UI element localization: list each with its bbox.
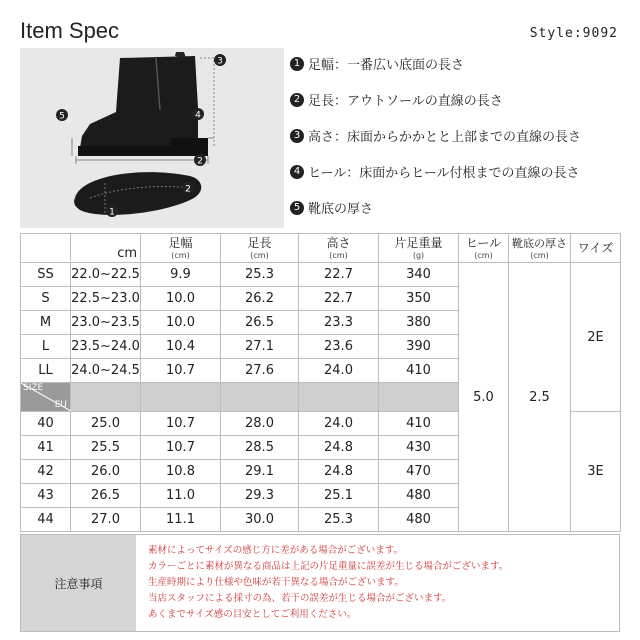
legend-text: 高さ：床面からかかとと上部までの直線の長さ [308, 130, 582, 145]
wise-eu-value: 3E [571, 412, 621, 532]
table-row: 44 27.0 11.1 30.0 25.3 480 [21, 508, 621, 532]
col-header-width: 足幅 (cm) [141, 234, 221, 263]
eu-label: EU [54, 400, 67, 410]
legend-item-width [290, 54, 464, 73]
marker-3 [214, 54, 226, 67]
svg-text:2: 2 [197, 156, 203, 167]
eu-corner-cell [21, 383, 71, 412]
boot-drawing [20, 48, 284, 228]
table-row: 41 25.5 10.7 28.5 24.8 430 [21, 436, 621, 460]
legend-number: 1 [290, 57, 304, 71]
table-row: M 23.0~23.5 10.0 26.5 23.3 380 [21, 311, 621, 335]
legend-text: 足長：アウトソールの直線の長さ [308, 94, 503, 109]
col-header-sole: 靴底の厚さ (cm) [509, 234, 571, 263]
legend-text: 靴底の厚さ [308, 202, 374, 217]
table-row: LL 24.0~24.5 10.7 27.6 24.0 410 [21, 359, 621, 383]
note-line: 当店スタッフによる採寸の為、若干の誤差が生じる場合がございます。 [148, 593, 452, 604]
col-header-wise: ワイズ [571, 234, 621, 263]
col-header-weight: 片足重量 (g) [379, 234, 459, 263]
table-row: SS 22.0~22.5 9.9 25.3 22.7 340 5.0 2.5 2E [21, 263, 621, 287]
notes-box [20, 534, 620, 632]
marker-5 [56, 109, 68, 122]
size-table [20, 233, 621, 532]
marker-1 [106, 205, 118, 218]
legend-number: 5 [290, 201, 304, 215]
table-row: 43 26.5 11.0 29.3 25.1 480 [21, 484, 621, 508]
col-header-height: 高さ (cm) [299, 234, 379, 263]
legend-item-length [290, 90, 503, 109]
legend-item-height [290, 126, 581, 145]
note-line: カラーごとに素材が異なる商品は上記の片足重量に誤差が生じる場合がございます。 [148, 561, 509, 572]
table-row: L 23.5~24.0 10.4 27.1 23.6 390 [21, 335, 621, 359]
col-header-length: 足長 (cm) [221, 234, 299, 263]
page-title: Item Spec [20, 18, 120, 43]
col-header-heel: ヒール (cm) [459, 234, 509, 263]
legend-item-heel [290, 162, 579, 181]
cm-corner-cell [71, 234, 141, 263]
heel-value: 5.0 [459, 263, 509, 532]
svg-text:3: 3 [217, 56, 223, 67]
size-label: SIZE [73, 234, 94, 244]
cm-label: cm [117, 246, 137, 261]
style-code: Style:9092 [529, 26, 618, 41]
note-line: 素材によってサイズの感じ方に差がある場合がございます。 [148, 545, 403, 556]
legend-item-sole [290, 198, 373, 217]
notes-list [148, 543, 508, 623]
table-row: 40 25.0 10.7 28.0 24.0 410 3E [21, 412, 621, 436]
legend-number: 4 [290, 165, 304, 179]
svg-text:4: 4 [195, 110, 201, 121]
sml-label: SML [48, 251, 67, 261]
table-row: S 22.5~23.0 10.0 26.2 22.7 350 [21, 287, 621, 311]
legend-text: 足幅：一番広い底面の長さ [308, 58, 465, 73]
table-header-row [21, 234, 621, 263]
size-label: SIZE [23, 234, 44, 244]
marker-2 [194, 154, 206, 167]
note-line: 生産時期により仕様や色味が若干異なる場合がございます。 [148, 577, 404, 588]
notes-label: 注意事項 [21, 535, 136, 631]
legend-text: ヒール：床面からヒール付根までの直線の長さ [308, 166, 580, 181]
boot-illustration [20, 48, 284, 228]
legend-number: 2 [290, 93, 304, 107]
size-label: SIZE [23, 383, 44, 393]
legend-number: 3 [290, 129, 304, 143]
svg-text:1: 1 [109, 207, 115, 218]
size-corner-cell [21, 234, 71, 263]
svg-text:2: 2 [185, 184, 191, 195]
wise-sml-value: 2E [571, 263, 621, 412]
note-line: あくまでサイズ感の目安としてご利用ください。 [148, 609, 357, 620]
table-row: 42 26.0 10.8 29.1 24.8 470 [21, 460, 621, 484]
sole-value: 2.5 [509, 263, 571, 532]
svg-text:5: 5 [59, 111, 65, 122]
